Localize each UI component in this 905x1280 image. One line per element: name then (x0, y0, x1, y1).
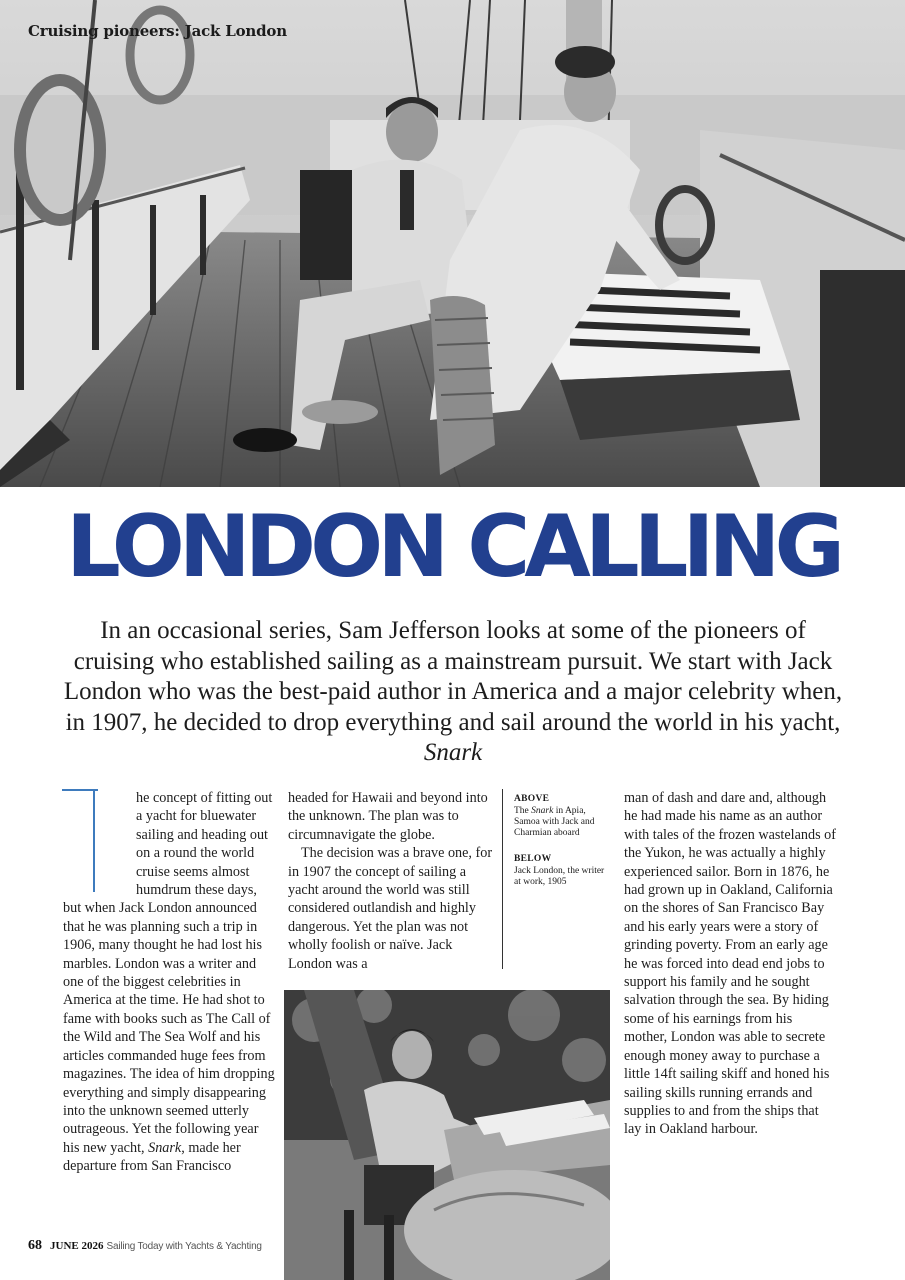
standfirst-yacht-name: Snark (423, 739, 483, 766)
headline: LONDON CALLING (65, 497, 840, 597)
caption-above-heading: ABOVE (514, 794, 550, 804)
bottom-photo-writer-at-work (284, 990, 610, 1280)
caption-text: The (514, 806, 529, 816)
writer-photo-illustration (284, 990, 610, 1280)
standfirst (58, 616, 848, 769)
deck-photo-illustration (0, 0, 905, 487)
page-footer (28, 1236, 262, 1254)
article-paragraph: man of dash and dare and, although he had made his name as an author with tales of the frozen wastelands of the Yukon, he was actually a highly experienced sailor. Born in 1876, he had grown up in Oakland, California on the shores of San Francisco Bay and his early years were a story of grinding poverty. From an early age he was forced into dead end jobs to support his family and he sought salvation through the sea. By hiding some of his earnings from his mother, London was able to secrete enough money away to purchase a little 14ft sailing skiff and honed his sailing skills running errands and supplies to and from the ships that lay in Oakland harbour. (624, 790, 836, 1138)
section-label: Cruising pioneers: Jack London (28, 22, 287, 40)
article-column-4 (624, 789, 838, 1139)
issue-date: JUNE 2026 (50, 1240, 104, 1252)
article-paragraph: headed for Hawaii and beyond into the unknown. The plan was to circumnavigate the globe. (288, 790, 488, 843)
caption-yacht-name: Snark (531, 806, 554, 816)
drop-cap (62, 789, 124, 892)
article-column-2 (288, 789, 496, 973)
publication-name: Sailing Today with Yachts & Yachting (106, 1241, 262, 1252)
top-photo-snark-deck (0, 0, 905, 487)
caption-below-text: Jack London, the writer at work, 1905 (514, 865, 605, 887)
paragraph-text: , made her departure from San Francisco (63, 1139, 241, 1175)
caption-above-text (514, 806, 608, 840)
drop-cap-stem (93, 789, 95, 892)
page-number: 68 (28, 1238, 42, 1253)
drop-cap-letter (62, 779, 63, 780)
yacht-name: Snark (148, 1139, 182, 1156)
article-column-1 (63, 789, 275, 1176)
caption-text: in Apia, Samoa with Jack and Charmian aboard (514, 806, 595, 839)
photo-captions (502, 789, 608, 969)
caption-below-heading: BELOW (514, 853, 552, 864)
article-paragraph: The decision was a brave one, for in 1907 the concept of sailing a yacht around the world was still considered outlandish and highly dangerous. Yet the plan was not wholly foolish or naïve. Jack London was a (288, 845, 493, 972)
standfirst-text: In an occasional series, Sam Jefferson looks at some of the pioneers of cruising who established sailing as a mainstream pursuit. We start with Jack London who was the best-paid author in America and a major celebrity when, in 1907, he decided to drop everything and sail around the world in his yacht, (63, 617, 843, 736)
paragraph-text: he concept of fitting out a yacht for bluewater sailing and heading out on a round the world cruise seems almost humdrum these days, but when Jack London announced that he was planning such a trip in 1906, many thought he had lost his marbles. London was a writer and one of the biggest celebrities in America at the time. He had shot to fame with books such as The Call of the Wild and The Sea Wolf and his articles commanded huge fees from magazines. The idea of him dropping everything and simply disappearing into the unknown seemed utterly outrageous. Yet the following year his new yacht, (63, 790, 275, 1156)
